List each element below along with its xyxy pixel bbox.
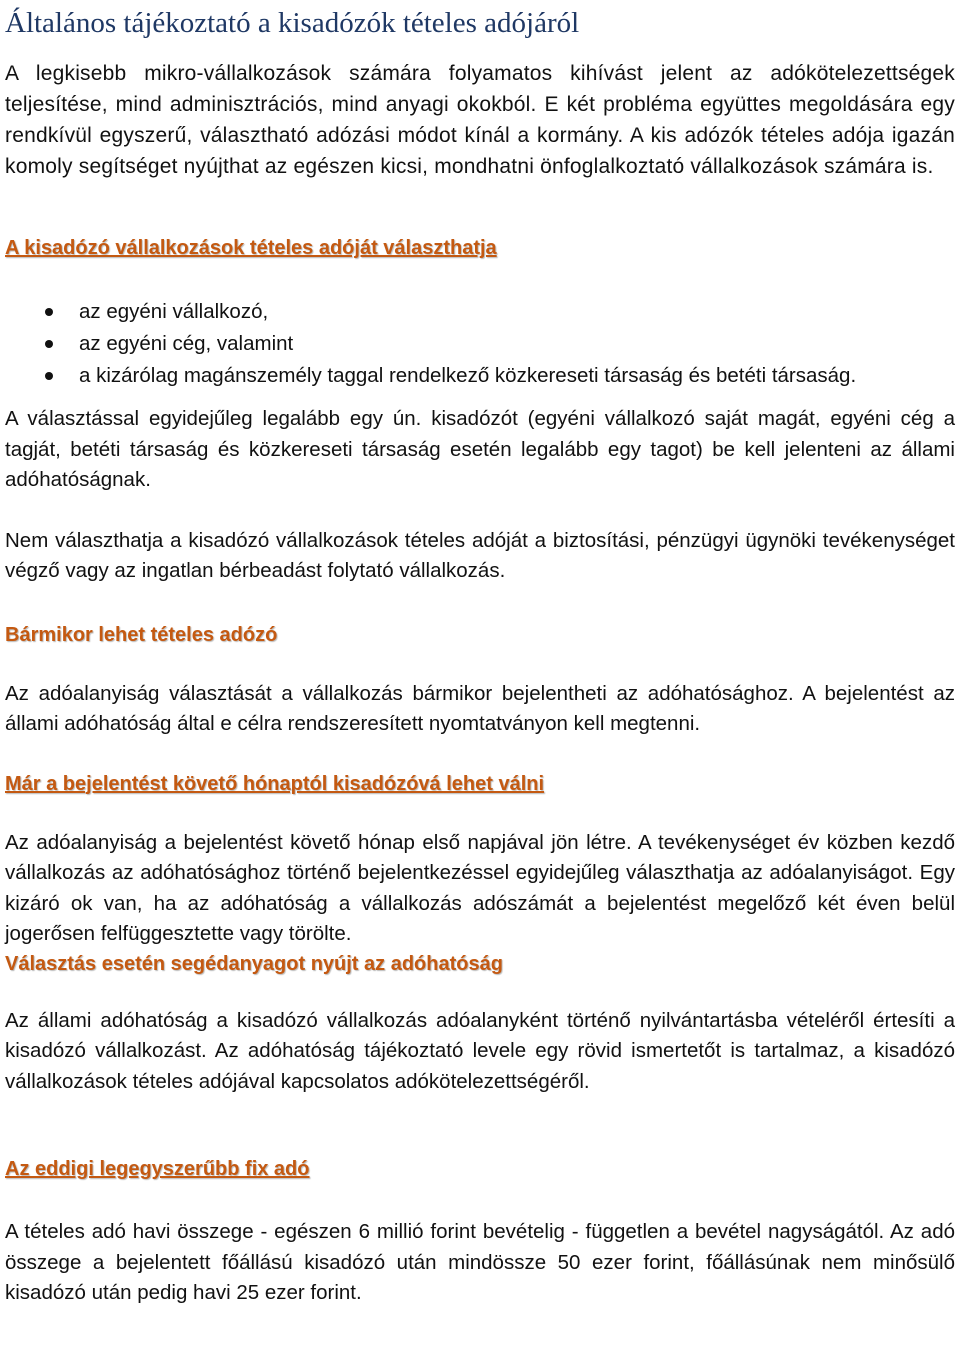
section1-paragraph-1: A választással egyidejűleg legalább egy ún. kisadózót (egyéni vállalkozó saját magát, egyéni cég a tagját, betéti társaság és közkereseti társaság esetén legalább egy tagot) be kell jelenteni az állami adóhatóságnak. xyxy=(5,407,955,491)
section1-paragraph-2: Nem választhatja a kisadózó vállalkozások tételes adóját a biztosítási, pénzügyi ügynöki tevékenységet végző vagy az ingatlan bérbeadást folytató vállalkozás. xyxy=(5,528,955,582)
section4-heading: Választás esetén segédanyagot nyújt az adóhatóság xyxy=(5,952,503,975)
section1-heading: A kisadózó vállalkozások tételes adóját választhatja xyxy=(5,237,497,259)
list-item-text: az egyéni vállalkozó, xyxy=(79,300,269,323)
list-item xyxy=(5,328,955,360)
list-item xyxy=(5,360,955,392)
bullet-icon xyxy=(45,308,53,316)
intro-paragraph: A legkisebb mikro-vállalkozások számára folyamatos kihívást jelent az adókötelezettségek teljesítése, mind adminisztrációs, mind anyagi okokból. E két probléma együttes megoldására egy rendkívül egyszerű, választható adózási módot kínál a kormány. A kis adózók tételes adója igazán komoly segítséget nyújthat az egészen kicsi, mondhatni önfoglalkoztató vállalkozások számára is. xyxy=(5,62,955,178)
section5-paragraph: A tételes adó havi összege - egészen 6 millió forint bevételig - független a bevétel nagyságától. Az adó összege a bejelentett főállású kisadózó után mindössze 50 ezer forint, főállásúnak nem minősülő kisadózó után pedig havi 25 ezer forint. xyxy=(5,1220,955,1304)
section3-heading: Már a bejelentést követő hónaptól kisadózóvá lehet válni xyxy=(5,772,545,795)
list-item-text: a kizárólag magánszemély taggal rendelkező közkereseti társaság és betéti társaság. xyxy=(79,364,857,387)
section5-heading: Az eddigi legegyszerűbb fix adó xyxy=(5,1158,310,1180)
section3-paragraph: Az adóalanyiság a bejelentést követő hónap első napjával jön létre. A tevékenységet év közben kezdő vállalkozás az adóhatósághoz történő bejelentkezéssel egyidejűleg választhatja az adóalanyiságot. Egy kizáró ok van, ha az adóhatóság a vállalkozás adószámát a bejelentést megelőző két éven belül jogerősen felfüggesztette vagy törölte. xyxy=(5,830,955,945)
page-title: Általános tájékoztató a kisadózók tételes adójáról xyxy=(5,7,580,39)
eligible-list xyxy=(5,296,955,392)
bullet-icon xyxy=(45,372,53,380)
section4-paragraph: Az állami adóhatóság a kisadózó vállalkozás adóalanyként történő nyilvántartásba vételéről értesíti a kisadózó vállalkozást. Az adóhatóság tájékoztató levele egy rövid ismertetőt is tartalmaz, a kisadózó vállalkozások tételes adójával kapcsolatos adókötelezettségéről. xyxy=(5,1008,955,1093)
section2-paragraph: Az adóalanyiság választását a vállalkozás bármikor bejelentheti az adóhatósághoz. A bejelentést az állami adóhatóság által e célra rendszeresített nyomtatványon kell megtenni. xyxy=(5,681,955,735)
list-item xyxy=(5,296,955,328)
bullet-icon xyxy=(45,340,53,348)
list-item-text: az egyéni cég, valamint xyxy=(79,332,294,355)
section2-heading: Bármikor lehet tételes adózó xyxy=(5,623,278,646)
